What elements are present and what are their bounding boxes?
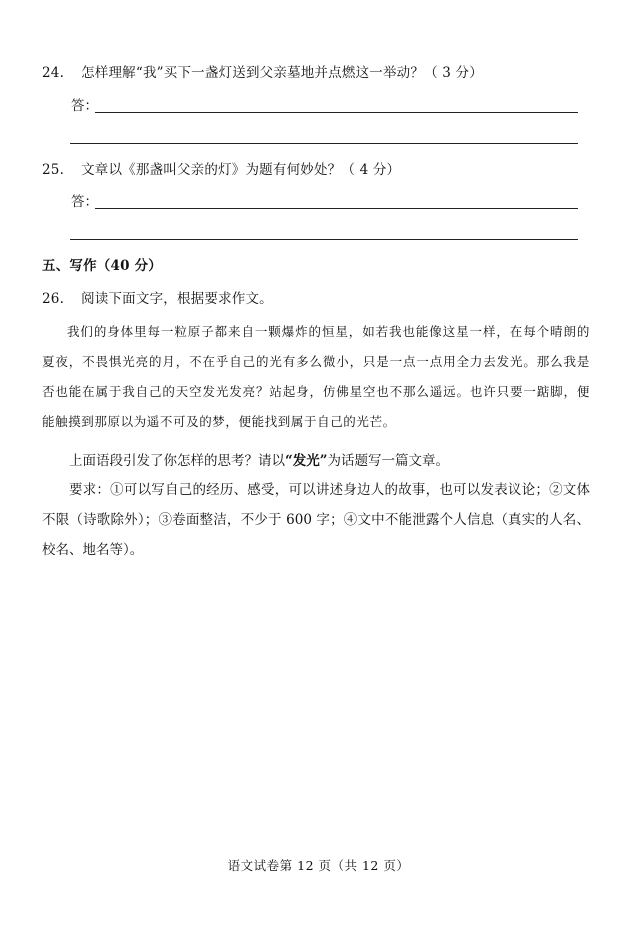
page-footer: 语文试卷第 12 页（共 12 页） (227, 858, 410, 873)
question-24 (42, 64, 483, 82)
reading-passage: 我们的身体里每一粒原子都来自一颗爆炸的恒星，如若我也能像这星一样，在每个晴朗的夏夜，不畏惧光亮的月，不在乎自己的光有多么微小，只是一点一点用全力去发光。那么我是否也能在属于我自己的天空发光发亮？站起身，仿佛星空也不那么遥远。也许只要一踮脚，便能触摸到那原以为遥不可及的梦，便能找到属于自己的光芒。 (42, 324, 590, 429)
question-25-number: 25. (42, 162, 65, 178)
answer-line-24-1[interactable] (95, 112, 578, 113)
question-25-text: 文章以《那盏叫父亲的灯》为题有何妙处？（ 4 分） (81, 162, 401, 178)
question-24-text: 怎样理解“我”买下一盏灯送到父亲墓地并点燃这一举动？（ 3 分） (81, 65, 483, 81)
question-25 (42, 161, 400, 179)
answer-line-25-2[interactable] (70, 239, 578, 240)
section-5-title: 五、写作（40 分） (42, 258, 162, 274)
answer-label-25: 答： (71, 194, 98, 210)
prompt-after: 为话题写一篇文章。 (327, 453, 450, 469)
question-26-number: 26. (42, 291, 65, 307)
answer-line-25-1[interactable] (95, 208, 578, 209)
writing-prompt (42, 446, 590, 476)
writing-requirements: 要求：①可以写自己的经历、感受，可以讲述身边人的故事，也可以发表议论；②文体不限（诗歌除外）；③卷面整洁，不少于 600 字；④文中不能泄露个人信息（真实的人名、校名、地名等）。 (42, 482, 590, 558)
question-26 (42, 290, 273, 308)
question-24-number: 24. (42, 65, 65, 81)
prompt-keyword: “发光” (285, 453, 328, 469)
prompt-before: 上面语段引发了你怎样的思考？请以 (69, 453, 285, 469)
answer-label-24: 答： (71, 98, 98, 114)
question-26-text: 阅读下面文字，根据要求作文。 (81, 291, 273, 307)
answer-line-24-2[interactable] (70, 143, 578, 144)
